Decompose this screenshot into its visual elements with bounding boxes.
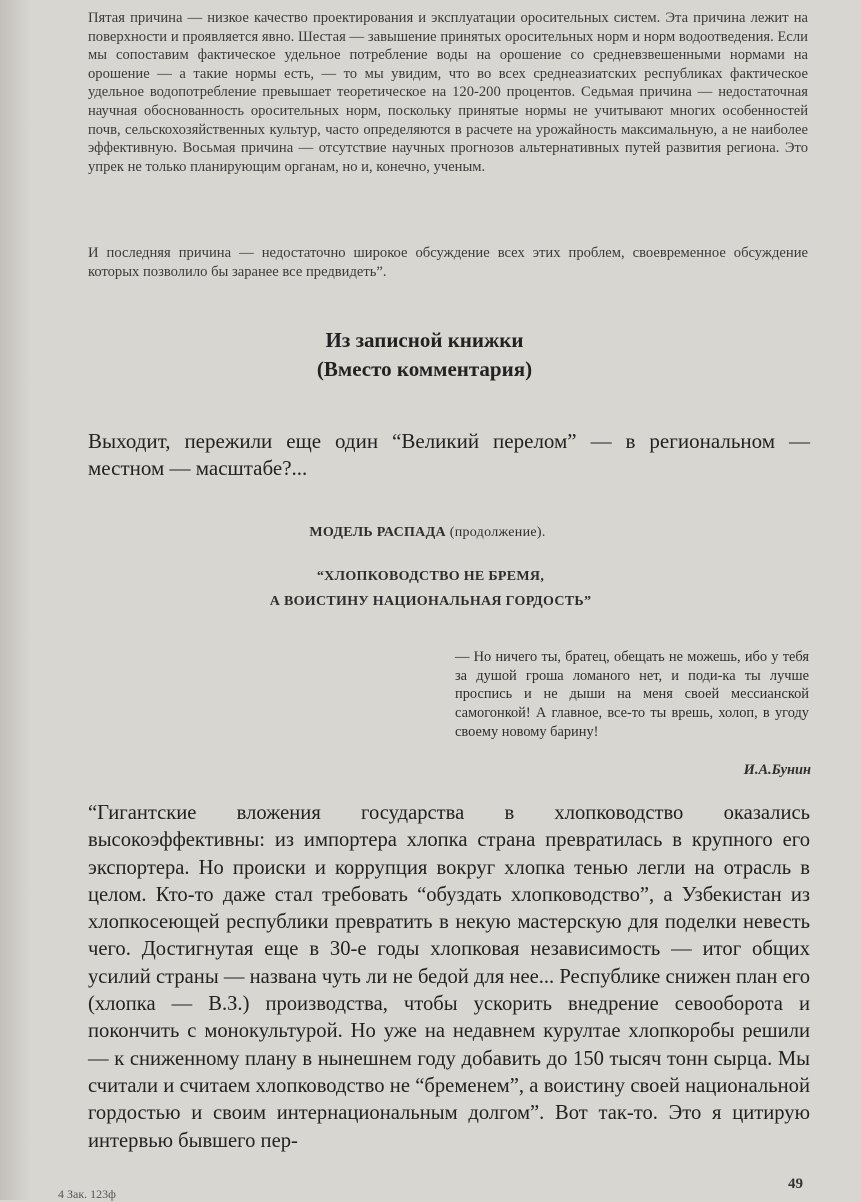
body-paragraph: “Гигантские вложения государства в хлопководство оказались высокоэффективны: из импортера хлопка страна превратилась в крупного его экспортера. Но происки и коррупция вокруг хлопка тенью легли на отрасль в целом. Кто-то даже стал требовать “обуздать хлопководство”, а Узбекистан из хлопкосеющей республики превратить в некую мастерскую для поделки невесть чего. Достигнутая еще в 30-е годы хлопковая независимость — итог общих усилий страны — названа чуть ли не бедой для нее... Республике снижен план его (хлопка — В.З.) производства, чтобы ускорить внедрение севооборота и покончить с монокультурой. Но уже на недавнем курултае хлопкоробы решили — к сниженному плану в нынешнем году добавить до 150 тысяч тонн сырца. Мы считали и считаем хлопководство не “бременем”, а воистину своей национальной гордостью и своим интернациональным долгом”. Вот так-то. Это я цитирую интервью бывшего пер- <box>88 802 810 1152</box>
epigraph-author: И.А.Бунин <box>743 762 811 778</box>
epigraph-text: — Но ничего ты, братец, обещать не можешь, ибо у тебя за душой гроша ломаного нет, и поди-ка ты лучше проспись и не дыши на меня своей мессианской самогонкой! А главное, все-то ты врешь, холоп, в угоду своему новому барину! <box>455 649 809 740</box>
lead-paragraph: Выходит, пережили еще один “Великий перелом” — в региональном — местном — масштабе?... <box>88 429 810 480</box>
quote-title-line-1: “ХЛОПКОВОДСТВО НЕ БРЕМЯ, <box>316 569 545 584</box>
quote-title-line-2: А ВОИСТИНУ НАЦИОНАЛЬНАЯ ГОРДОСТЬ” <box>269 594 592 609</box>
model-subtitle: (продолжение). <box>449 525 546 540</box>
page-number: 49 <box>788 1176 803 1192</box>
section-heading: Из записной книжки <box>325 328 524 352</box>
section-subheading: (Вместо комментария) <box>316 357 533 381</box>
paragraph-last-cause: И последняя причина — недостаточно широкое обсуждение всех этих проблем, своевременное обсуждение которых позволило бы заранее все предвидеть”. <box>88 245 808 280</box>
model-title: МОДЕЛЬ РАСПАДА <box>309 525 446 540</box>
model-title-line <box>0 525 858 541</box>
printer-footnote: 4 Зак. 123ф <box>58 1187 116 1201</box>
paragraph-causes: Пятая причина — низкое качество проектирования и эксплуатации оросительных систем. Эта причина лежит на поверхности и проявляется явно. Шестая — завышение принятых оросительных норм и норм водоотведения. Если мы сопоставим фактическое удельное потребление воды на орошение со средневзвешенными нормами на орошение — а такие нормы есть, — то мы увидим, что во всех среднеазиатских республиках фактическое удельное водопотребление превышает теоретическое на 120-200 процентов. Седьмая причина — недостаточная научная обоснованность оросительных норм, поскольку принятые нормы не учитывают многих особенностей почв, сельскохозяйственных культур, часто определяются в расчете на урожайность максимальную, а не наиболее эффективную. Восьмая причина — отсутствие научных прогнозов альтернативных путей развития региона. Это упрек не только планирующим органам, но и, конечно, ученым. <box>88 10 808 175</box>
